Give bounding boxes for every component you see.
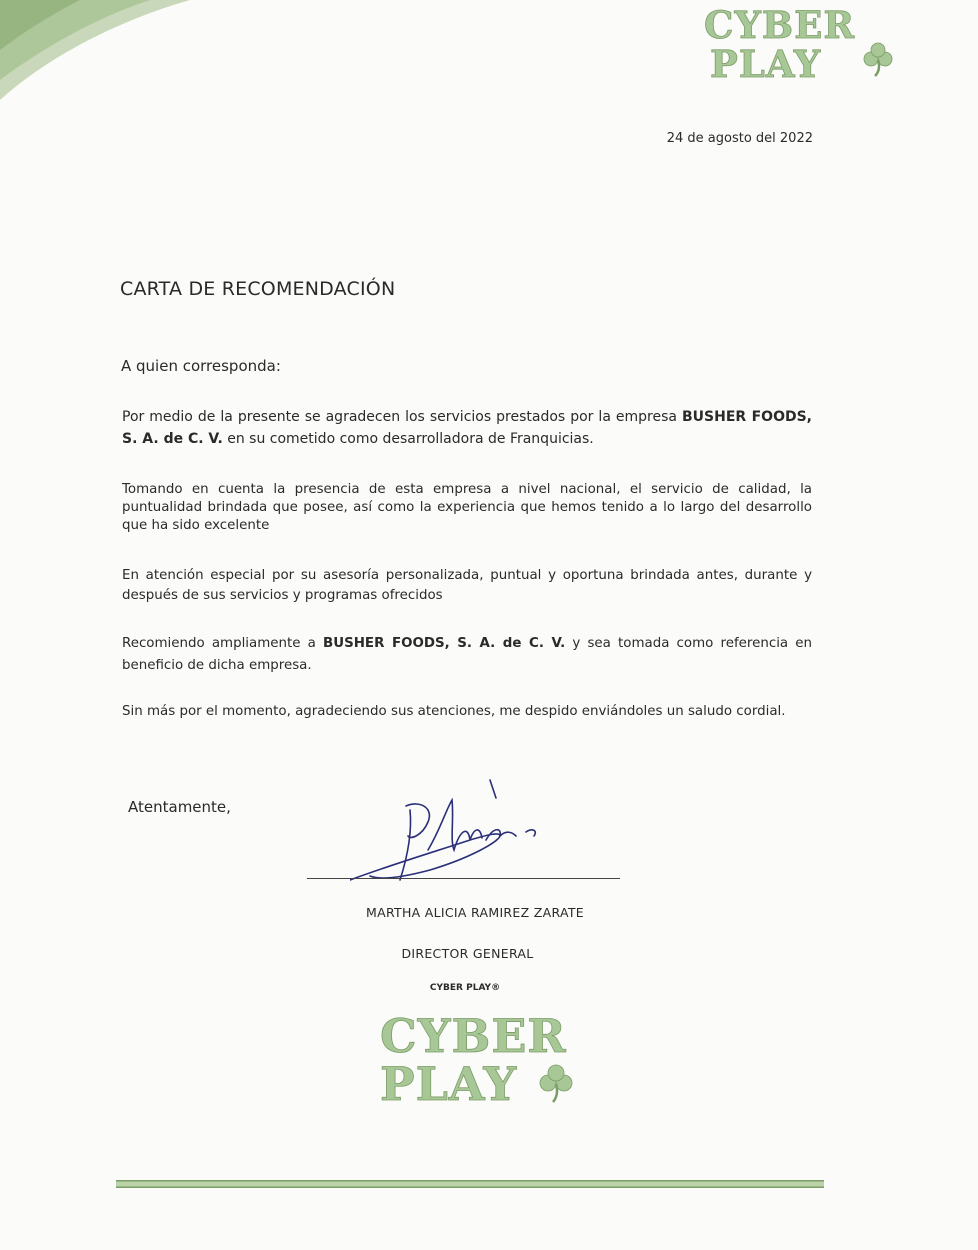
paragraph-1 (122, 406, 812, 450)
signer-title: DIRECTOR GENERAL (401, 946, 534, 961)
footer-logo (378, 1010, 578, 1106)
handwritten-signature (350, 770, 570, 895)
closing: Atentamente, (128, 798, 231, 816)
corner-decoration (0, 0, 190, 110)
logo-line1: CYBER (380, 1010, 567, 1063)
logo-line2: PLAY (710, 42, 822, 84)
letter-date: 24 de agosto del 2022 (666, 131, 813, 146)
company-name: BUSHER FOODS, S. A. de C. V. (323, 636, 566, 651)
logo-line1: CYBER (704, 4, 856, 47)
paragraph-4-text: Recomiendo ampliamente a (122, 636, 323, 651)
salutation: A quien corresponda: (121, 357, 281, 375)
paragraph-4 (122, 633, 812, 677)
company-name: BUSHER FOODS, S. A. de C. V. (122, 409, 812, 447)
paragraph-4-tail: y sea tomada como referencia en beneficio de dicha empresa. (122, 636, 813, 673)
signer-name: MARTHA ALICIA RAMIREZ ZARATE (366, 905, 584, 920)
paragraph-1-tail: en su cometido como desarrolladora de Franquicias. (222, 431, 594, 447)
signer-company: CYBER PLAY® (429, 983, 501, 993)
letter-heading: CARTA DE RECOMENDACIÓN (120, 278, 396, 300)
paragraph-5: Sin más por el momento, agradeciendo sus atenciones, me despido enviándoles un saludo cordial. (122, 704, 786, 719)
shamrock-icon (864, 43, 892, 76)
footer-divider (116, 1178, 824, 1190)
signature-line (307, 878, 620, 879)
paragraph-3: En atención especial por su asesoría personalizada, puntual y oportuna brindada antes, durante y después de sus servicios y programas ofrecidos (122, 568, 812, 603)
logo-line2: PLAY (380, 1057, 518, 1106)
shamrock-icon (540, 1065, 572, 1102)
paragraph-2: Tomando en cuenta la presencia de esta empresa a nivel nacional, el servicio de calidad, la puntualidad brindada que posee, así como la experiencia que hemos tenido a lo largo del desarrollo que ha sido excelente (122, 482, 812, 533)
paragraph-1-text: Por medio de la presente se agradecen los servicios prestados por la empresa (122, 409, 682, 425)
header-logo (700, 4, 905, 84)
